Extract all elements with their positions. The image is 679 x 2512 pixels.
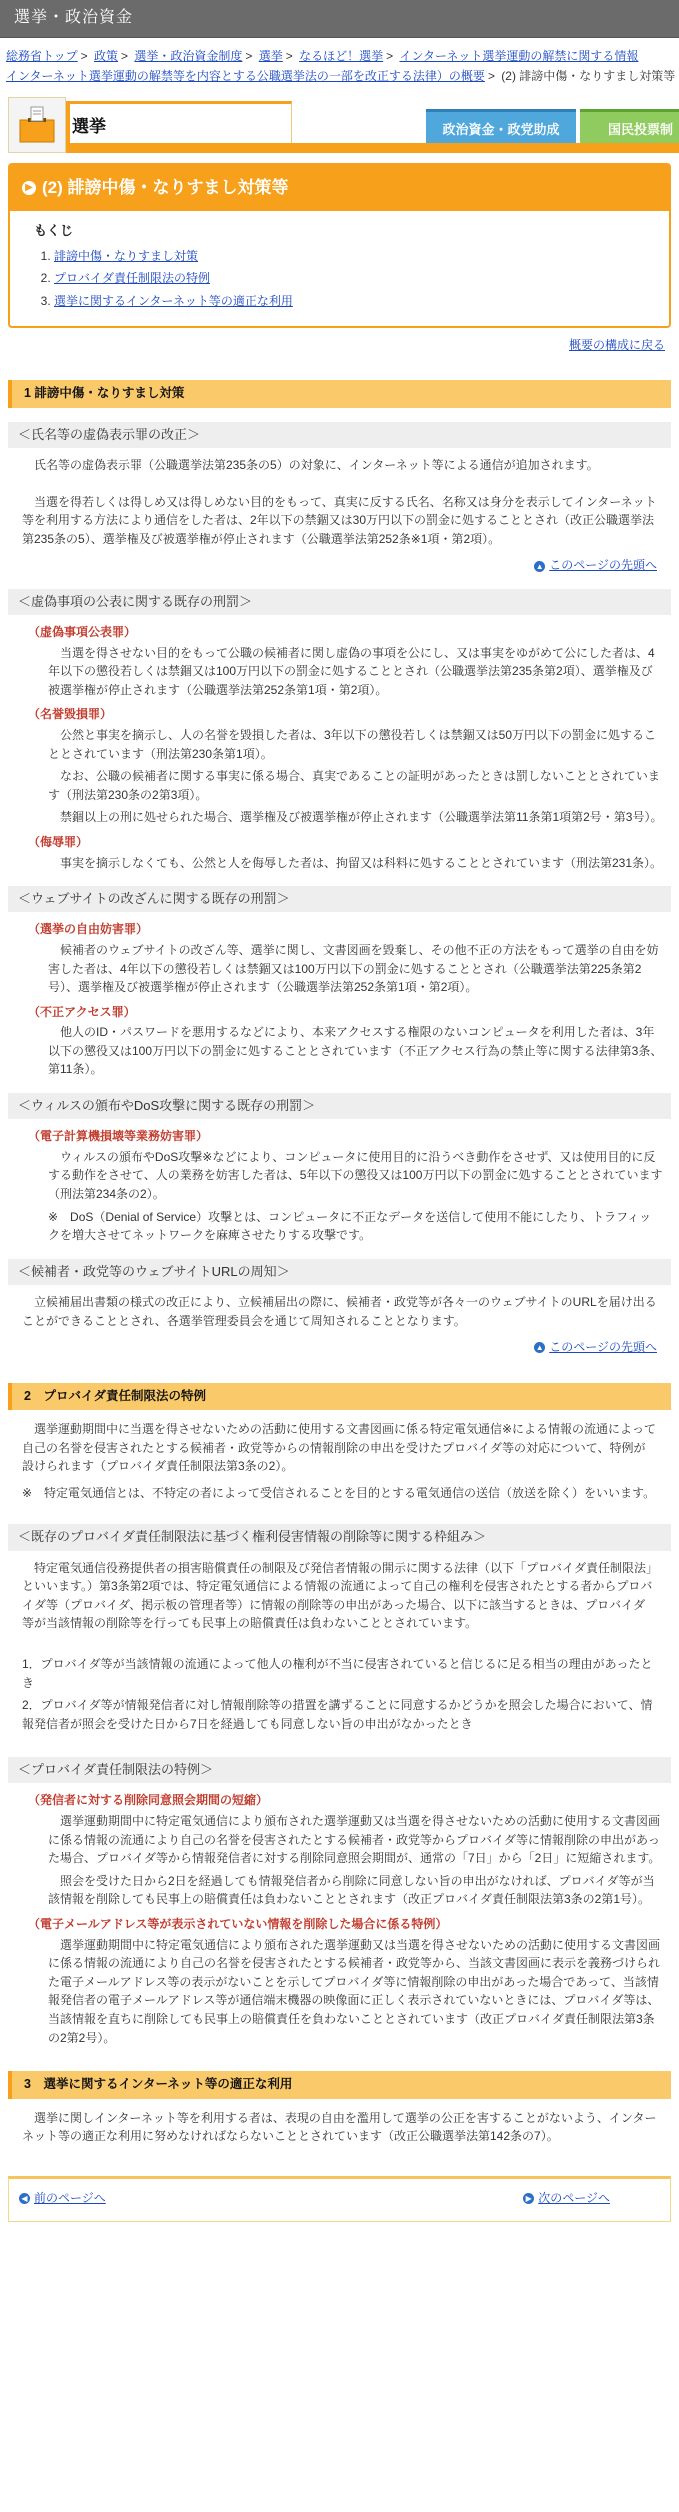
- toc-link-1[interactable]: 誹謗中傷・なりすまし対策: [54, 249, 199, 264]
- definition-list: [8, 623, 671, 872]
- term: （侮辱罪）: [28, 834, 89, 849]
- main-content: [0, 163, 679, 2292]
- paragraph: 当選を得若しくは得しめ又は得しめない目的をもって、真実に反する氏名、名称又は身分を表示してインターネット等を利用する方法により通信をした者は、2年以下の禁錮又は30万円以下の罰金に処することとされ（改正公職選挙法第235条の5）、選挙権及び被選挙権が停止されます（公職選挙法第252条※1項・第2項）。: [22, 494, 657, 546]
- arrow-left-icon: ◀: [19, 2193, 30, 2204]
- toc-link-3[interactable]: 選挙に関するインターネット等の適正な利用: [54, 293, 293, 308]
- page-title: (2) 誹謗中傷・なりすまし対策等: [42, 177, 289, 197]
- section-3-heading: 3 選挙に関するインターネット等の適正な利用: [8, 2071, 671, 2098]
- paragraph: 立候補届出書類の様式の改正により、立候補届出の際に、候補者・政党等が各々一のウェブサイトのURLを届け出ることができることとされ、各選挙管理委員会を通じて周知されることとなります。: [22, 1294, 657, 1328]
- arrow-right-icon: ▶: [523, 2193, 534, 2204]
- description: 公然と事実を摘示し、人の名誉を毀損した者は、3年以下の懲役若しくは禁錮又は50万円以下の罰金に処することとされています（刑法第230条第1項）。: [48, 728, 657, 761]
- sub-heading-virus-dos: ＜ウィルスの頒布やDoS攻撃に関する既存の刑罰＞: [8, 1093, 671, 1119]
- description: 候補者のウェブサイトの改ざん等、選挙に関し、文書図画を毀棄し、その他不正の方法をもって選挙の自由を妨害した者は、4年以下の懲役若しくは禁錮又は100万円以下の罰金に処することとされ（公職選挙法第225条第2号）、選挙権及び被選挙権が停止されます（公職選挙法第252条第1項・第2項）。: [48, 942, 659, 995]
- description: 事実を摘示しなくても、公然と人を侮辱した者は、拘留又は科料に処することとされています（刑法第231条）。: [60, 855, 663, 870]
- condition-list: [8, 1655, 671, 1733]
- toc-back: [8, 328, 671, 369]
- breadcrumb-policy[interactable]: 政策: [94, 49, 119, 63]
- sub-heading-false-facts: ＜虚偽事項の公表に関する既存の刑罰＞: [8, 589, 671, 615]
- section-2-heading: 2 プロバイダ責任制限法の特例: [8, 1383, 671, 1410]
- back-to-overview-link[interactable]: 概要の構成に戻る: [568, 337, 665, 352]
- site-title-bar: [0, 0, 679, 38]
- toc-list: [34, 245, 653, 312]
- sub-heading-existing-framework: ＜既存のプロバイダ責任制限法に基づく権利侵害情報の削除等に関する枠組み＞: [8, 1524, 671, 1550]
- site-title: 選挙・政治資金: [14, 9, 134, 27]
- arrow-right-icon: ▶: [22, 181, 36, 195]
- toc-item: [54, 267, 653, 289]
- title-box: [8, 163, 671, 328]
- term: （虚偽事項公表罪）: [28, 625, 137, 640]
- breadcrumb: 総務省トップ > 政策 > 選挙・政治資金制度 > 選挙 > なるほど！選挙 > インターネット選挙運動の解禁に関する情報 インターネット選挙運動の解禁等を内容とする公職選挙法の一部を改正する法律）の概要 > (2) 誹謗中傷・なりすまし対策等: [6, 49, 676, 84]
- ballot-box-icon: [8, 97, 66, 153]
- table-of-contents: [10, 211, 669, 326]
- description: 選挙運動期間中に特定電気通信により頒布された選挙運動又は当選を得させないための活動に使用する文書図画に係る情報の流通により自己の名誉を侵害されたとする候補者・政党等からプロバイダ等に情報削除の申出があった場合、プロバイダ等から情報発信者に対する削除同意照会期間が、通常の「7日」から「2日」に短縮されます。: [48, 1814, 661, 1866]
- breadcrumb-internet-election[interactable]: インターネット選挙運動の解禁に関する情報: [399, 49, 639, 63]
- description: なお、公職の候補者に関する事実に係る場合、真実であることの証明があったときは罰しないこととされています（刑法第230条の2第3項）。: [48, 769, 660, 802]
- paragraph: 氏名等の虚偽表示罪（公職選挙法第235条の5）の対象に、インターネット等による通信が追加されます。: [34, 457, 599, 472]
- breadcrumb-current: (2) 誹謗中傷・なりすまし対策等: [501, 69, 676, 84]
- sub-heading-special-provision: ＜プロバイダ責任制限法の特例＞: [8, 1757, 671, 1783]
- breadcrumb-election-system[interactable]: 選挙・政治資金制度: [134, 49, 243, 63]
- breadcrumb-election[interactable]: 選挙: [258, 49, 283, 63]
- toc-item: [54, 245, 653, 267]
- next-page-label: 次のページへ: [538, 2190, 610, 2205]
- definition-list: [8, 920, 671, 1079]
- description: ウィルスの頒布やDoS攻撃※などにより、コンピュータに使用目的に沿うべき動作をさせず、又は使用目的に反する動作をさせて、人の業務を妨害した者は、5年以下の懲役又は100万円以下の罰金に処することとされています（刑法第234条の2）。: [48, 1149, 663, 1201]
- toc-link-2[interactable]: プロバイダ責任制限法の特例: [54, 271, 211, 286]
- footer-spacer: [8, 2252, 671, 2292]
- breadcrumb-law-overview[interactable]: インターネット選挙運動の解禁等を内容とする公職選挙法の一部を改正する法律）の概要: [6, 69, 485, 84]
- page-top: [8, 556, 671, 575]
- list-item: 1．プロバイダ等が当該情報の流通によって他人の権利が不当に侵害されていると信じるに足る相当の理由があったとき: [22, 1656, 653, 1690]
- pager: [8, 2176, 671, 2222]
- paragraph: 選挙運動期間中に当選を得させないための活動に使用する文書図画に係る特定電気通信※による情報の流通によって自己の名誉を侵害されたとする候補者・政党等からの情報削除の申出を受けたプロバイダ等の対応について、特例が設けられます（プロバイダ責任制限法第3条の2）。: [22, 1422, 657, 1474]
- page-top-link[interactable]: このページの先頭へ: [549, 1340, 657, 1355]
- section-1-heading: 1 誹謗中傷・なりすまし対策: [8, 380, 671, 407]
- description: 選挙運動期間中に特定電気通信により頒布された選挙運動又は当選を得させないための活動に使用する文書図画に係る情報の流通により自己の名誉を侵害されたとする候補者・政党等から、当該文書図画に表示を義務づけられた電子メールアドレス等の表示がないことを示してプロバイダ等に情報削除の申出があった場合であって、当該情報発信者の電子メールアドレス等が通信端末機器の映像面に正しく表示されていないときには、プロバイダ等は、当該情報を直ちに削除しても民事上の賠償責任を負わないこととされています（改正プロバイダ責任制限法第3条の2第2号）。: [48, 1937, 661, 2045]
- sub-heading-url-notice: ＜候補者・政党等のウェブサイトURLの周知＞: [8, 1259, 671, 1285]
- note: ※ DoS（Denial of Service）攻撃とは、コンピュータに不正なデータを送信して使用不能にしたり、トラフィックを増大させてネットワークを麻痺させたりする攻撃です。: [48, 1209, 652, 1243]
- term: （名誉毀損罪）: [28, 707, 113, 722]
- term: （電子計算機損壊等業務妨害罪）: [28, 1129, 209, 1144]
- page-title-bar: [10, 165, 669, 211]
- section-header: [0, 97, 679, 157]
- description: 当選を得させない目的をもって公職の候補者に関し虚偽の事項を公にし、又は事実をゆがめて公にした者は、4年以下の懲役若しくは禁錮又は100万円以下の罰金に処することとされ（公職選挙法第235条第2項）、選挙権及び被選挙権が停止されます（公職選挙法第252条第1項・第2項）。: [48, 645, 655, 697]
- definition-list: [8, 1127, 671, 1245]
- toc-title: もくじ: [34, 223, 74, 239]
- description: 他人のID・パスワードを悪用するなどにより、本来アクセスする権限のないコンピュータを利用した者は、3年以下の懲役又は100万円以下の罰金に処することとされています（不正アクセス行為の禁止等に関する法律第3条、第11条）。: [48, 1025, 663, 1077]
- term: （不正アクセス罪）: [28, 1004, 136, 1019]
- page-top: [8, 1338, 671, 1357]
- list-item: 2．プロバイダ等が情報発信者に対し情報削除等の措置を講ずることに同意するかどうかを照会した場合において、情報発信者が照会を受けた日から7日を経過しても同意しない旨の申出がなかったとき: [22, 1698, 653, 1731]
- term: （電子メールアドレス等が表示されていない情報を削除した場合に係る特例）: [28, 1917, 448, 1932]
- section-name: 選挙: [66, 101, 292, 143]
- sub-heading-website-tampering: ＜ウェブサイトの改ざんに関する既存の刑罰＞: [8, 886, 671, 912]
- breadcrumb-top[interactable]: 総務省トップ: [6, 49, 78, 63]
- description: 禁錮以上の刑に処せられた場合、選挙権及び被選挙権が停止されます（公職選挙法第11条第1項第2号・第3号）。: [60, 810, 663, 825]
- sub-heading-false-name: ＜氏名等の虚偽表示罪の改正＞: [8, 422, 671, 448]
- tab-political-funds[interactable]: 政治資金・政党助成: [426, 109, 576, 143]
- arrow-up-icon: ▲: [535, 1343, 544, 1353]
- arrow-up-icon: ▲: [535, 561, 544, 571]
- note: ※ 特定電気通信とは、不特定の者によって受信されることを目的とする電気通信の送信（放送を除く）をいいます。: [22, 1485, 656, 1500]
- header-divider: [66, 143, 679, 153]
- paragraph: 特定電気通信役務提供者の損害賠償責任の制限及び発信者情報の開示に関する法律（以下「プロバイダ責任制限法」といいます。）第3条第2項では、特定電気通信による情報の流通によって自己の権利を侵害されたとする者からプロバイダ等（プロバイダ、掲示板の管理者等）に情報の削除等の申出があった場合、以下に該当するときは、プロバイダ等が当該情報の削除等を行っても民事上の賠償責任は負わないこととされています。: [22, 1560, 653, 1631]
- paragraph: 選挙に関しインターネット等を利用する者は、表現の自由を濫用して選挙の公正を害することがないよう、インターネット等の適正な利用に努めなければならないこととされています（改正公職選挙法第142条の7）。: [22, 2110, 657, 2144]
- term: （発信者に対する削除同意照会期間の短縮）: [28, 1793, 269, 1808]
- description: 照会を受けた日から2日を経過しても情報発信者から削除に同意しない旨の申出がなければ、プロバイダ等が当該情報を削除しても民事上の賠償責任は負わないこととされます（改正プロバイダ責任制限法第3条の2第1号）。: [48, 1873, 655, 1907]
- breadcrumb-naruhodo[interactable]: なるほど！選挙: [299, 49, 384, 63]
- prev-page-link[interactable]: [19, 2189, 106, 2208]
- next-page-link[interactable]: [523, 2189, 610, 2208]
- tab-referendum[interactable]: 国民投票制: [580, 109, 679, 143]
- page-top-link[interactable]: このページの先頭へ: [549, 558, 657, 573]
- definition-list: [8, 1791, 671, 2047]
- toc-item: [54, 290, 653, 312]
- prev-page-label: 前のページへ: [34, 2190, 106, 2205]
- term: （選挙の自由妨害罪）: [28, 922, 149, 937]
